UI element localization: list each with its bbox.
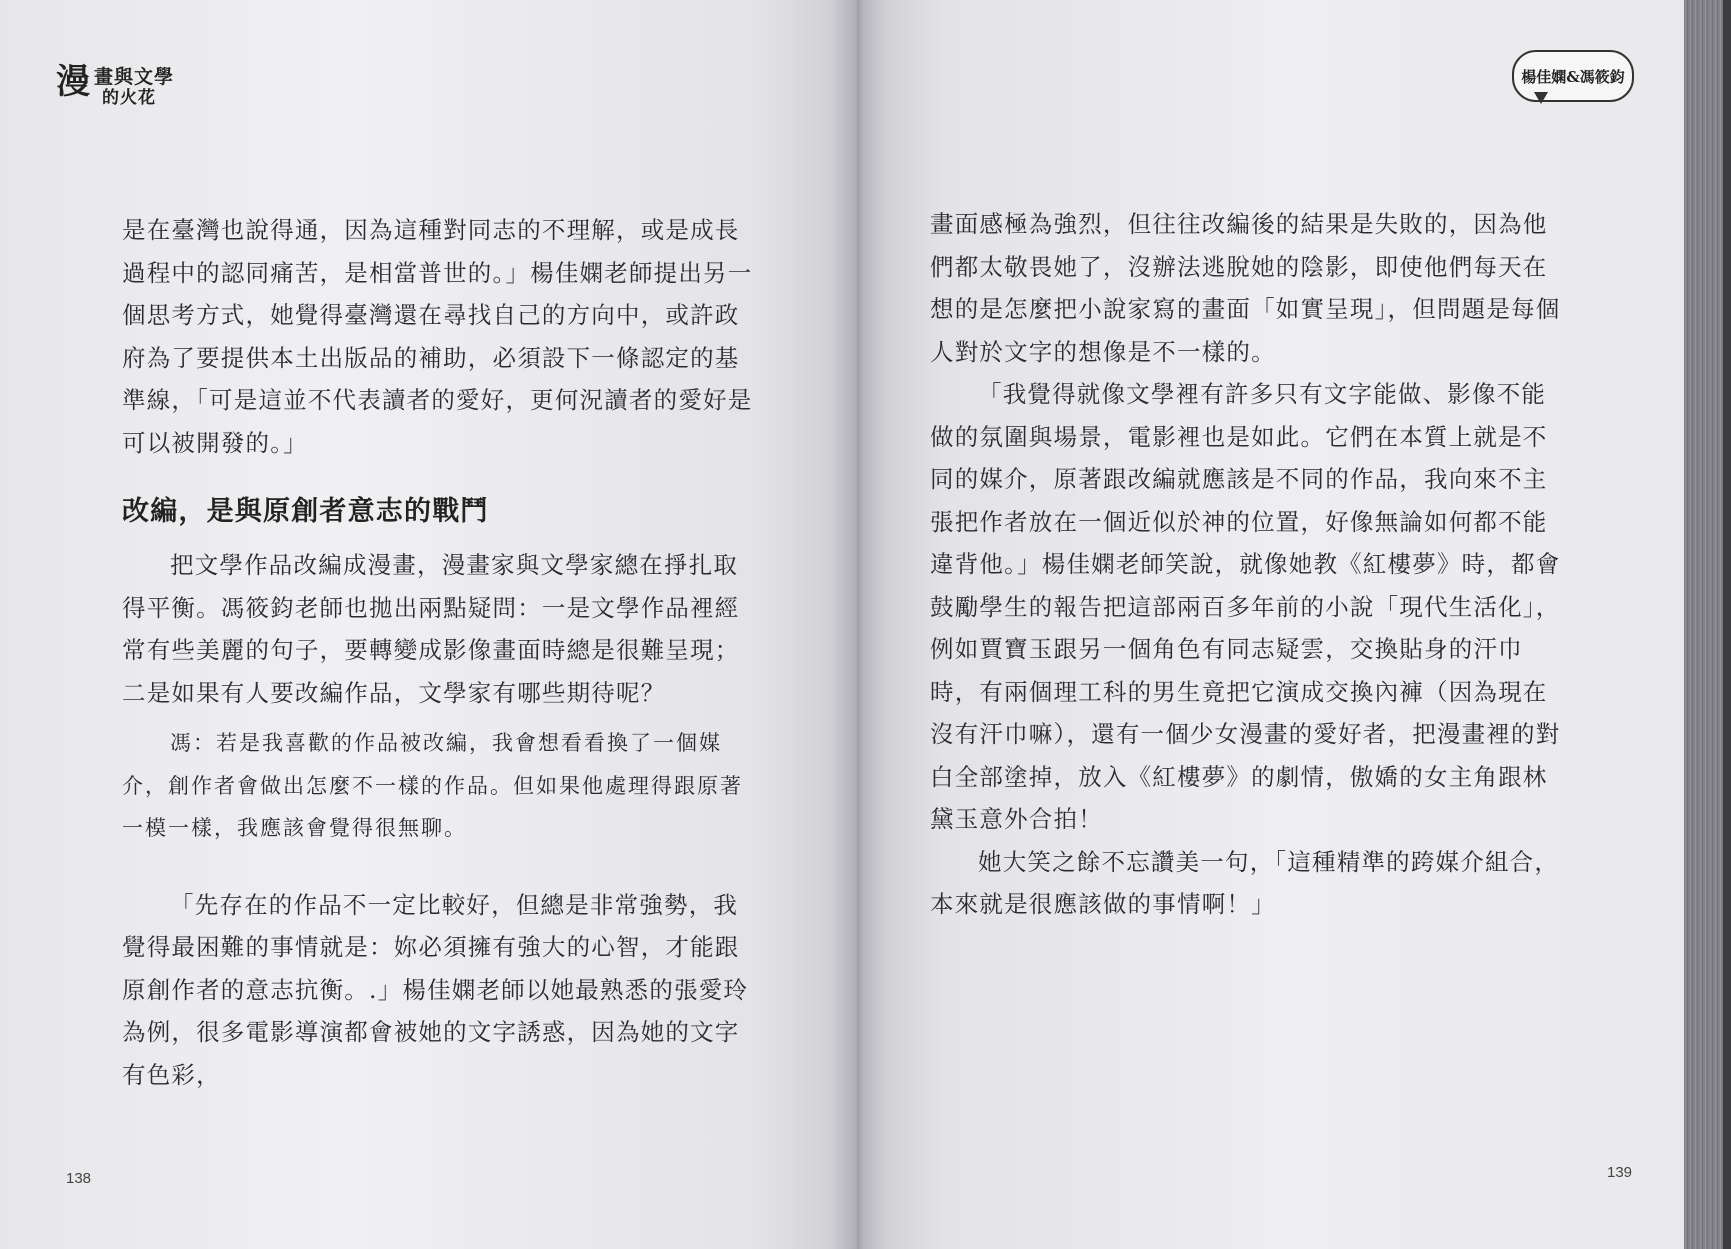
right-paragraph-1: 畫面感極為強烈，但往往改編後的結果是失敗的，因為他們都太敬畏她了，沒辦法逃脫她的陰影，即使他們每天在想的是怎麼把小說家寫的畫面「如實呈現」，但問題是每個人對於文字的想像是不一樣的。 [930,210,1561,366]
left-paragraph-2: 把文學作品改編成漫畫，漫畫家與文學家總在掙扎取得平衡。馮筱鈞老師也拋出兩點疑問：一是文學作品裡經常有些美麗的句子，要轉變成影像畫面時總是很難呈現；二是如果有人要改編作品，文學家有哪些期待呢？ [122,551,740,707]
left-paragraph-3: 「先存在的作品不一定比較好，但總是非常強勢，我覺得最困難的事情就是：妳必須擁有強大的心智，才能跟原創作者的意志抗衡。.」楊佳嫻老師以她最熟悉的張愛玲為例，很多電影導演都會被她的文字誘惑，因為她的文字有色彩， [122,890,749,1089]
section-heading: 改編，是與原創者意志的戰鬥 [122,496,489,527]
right-paragraph-2: 「我覺得就像文學裡有許多只有文字能做、影像不能做的氛圍與場景，電影裡也是如此。它們在本質上就是不同的媒介，原著跟改編就應該是不同的作品，我向來不主張把作者放在一個近似於神的位置，好像無論如何都不能違背他。」楊佳嫻老師笑說，就像她教《紅樓夢》時，都會鼓勵學生的報告把這部兩百多年前的小說「現代生活化」，例如賈寶玉跟另一個角色有同志疑雲，交換貼身的汗巾時，有兩個理工科的男生竟把它演成交換內褲（因為現在沒有汗巾嘛），還有一個少女漫畫的愛好者，把漫畫裡的對白全部塗掉，放入《紅樓夢》的劇情，傲嬌的女主角跟林黛玉意外合拍！ [930,380,1561,833]
running-head-logo-char: 漫 [56,62,90,102]
speech-bubble-tail [1534,92,1548,104]
interview-quote: 馮：若是我喜歡的作品被改編，我會想看看換了一個媒介，創作者會做出怎麼不一樣的作品。但如果他處理得跟原著一模一樣，我應該會覺得很無聊。 [122,731,743,840]
left-paragraph-1: 是在臺灣也說得通，因為這種對同志的不理解，或是成長過程中的認同痛苦，是相當普世的。」楊佳嫻老師提出另一個思考方式，她覺得臺灣還在尋找自己的方向中，或許政府為了要提供本土出版品的補助，必須設下一條認定的基準線，「可是這並不代表讀者的愛好，更何況讀者的愛好是可以被開發的。」 [122,216,753,457]
right-running-head: 楊佳嫻&馮筱鈞 [1512,50,1634,102]
page-number-right: 139 [1607,1164,1633,1181]
running-head-line1: 畫與文學 [94,66,175,88]
right-text-column [930,203,1570,926]
page-number-left: 138 [66,1170,92,1187]
left-text-column [122,209,762,1096]
left-running-head [56,58,176,118]
page-edges [1684,0,1731,1249]
running-head-line2: 的火花 [102,88,156,108]
right-paragraph-3: 她大笑之餘不忘讚美一句，「這種精準的跨媒介組合，本來就是很應該做的事情啊！」 [930,847,1560,918]
book-gutter [830,0,886,1249]
